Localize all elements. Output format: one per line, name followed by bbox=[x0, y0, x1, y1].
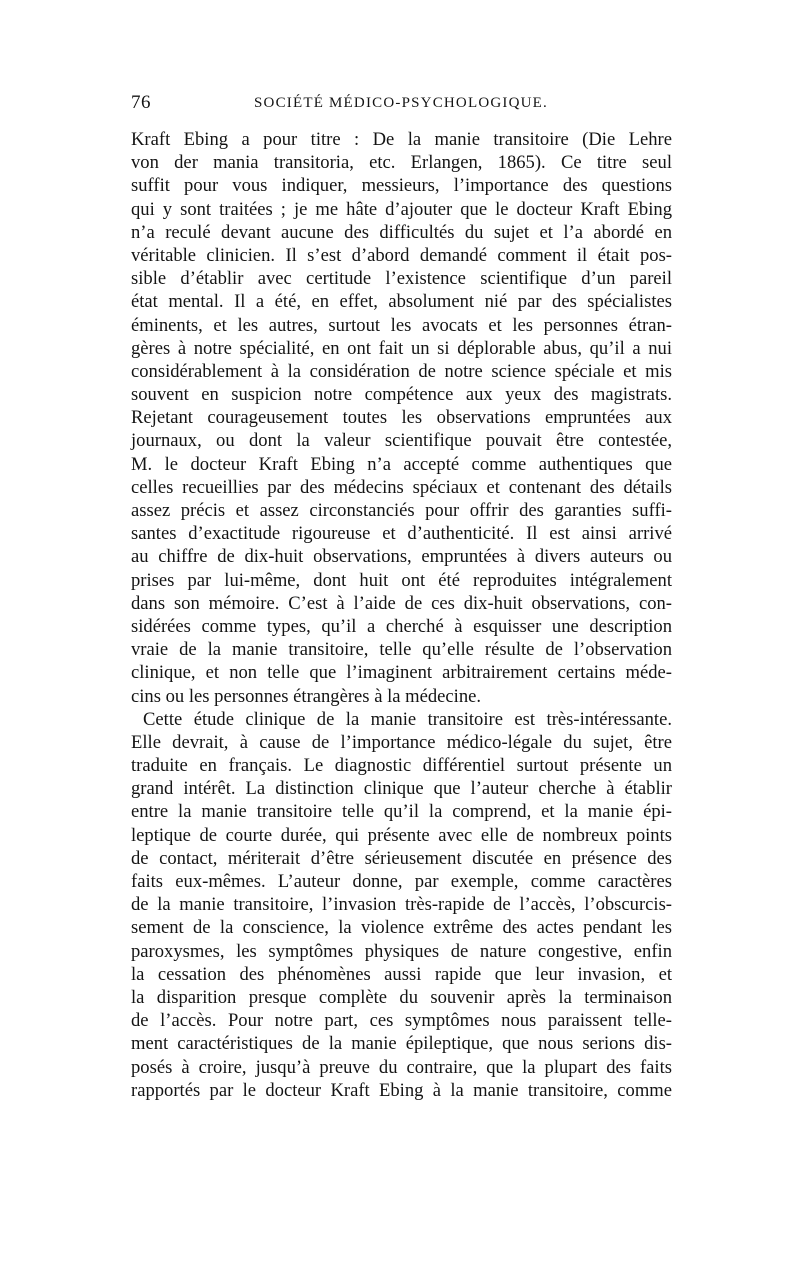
page-number: 76 bbox=[131, 92, 151, 113]
text-line: journaux, ou dont la valeur scientifique pouvait être contestée, bbox=[131, 430, 672, 452]
text-line: qui y sont traitées ; je me hâte d’ajouter que le docteur Kraft Ebing bbox=[131, 198, 672, 220]
text-line: von der mania transitoria, etc. Erlangen, 1865). Ce titre seul bbox=[131, 152, 672, 174]
text-line: véritable clinicien. Il s’est d’abord demandé comment il était pos- bbox=[131, 244, 672, 266]
text-line: clinique, et non telle que l’imaginent arbitrairement certains méde- bbox=[131, 662, 672, 684]
text-line: la disparition presque complète du souvenir après la terminaison bbox=[131, 986, 672, 1008]
text-line: état mental. Il a été, en effet, absolument nié par des spécialistes bbox=[131, 291, 672, 313]
text-line: rapportés par le docteur Kraft Ebing à la manie transitoire, comme bbox=[131, 1079, 672, 1101]
text-line: souvent en suspicion notre compétence aux yeux des magistrats. bbox=[131, 384, 672, 406]
text-line: sible d’établir avec certitude l’existence scientifique d’un pareil bbox=[131, 268, 672, 290]
text-line: de contact, mériterait d’être sérieusement discutée en présence des bbox=[131, 847, 672, 869]
text-line: de l’accès. Pour notre part, ces symptômes nous paraissent telle- bbox=[131, 1010, 672, 1032]
text-line: celles recueillies par des médecins spéciaux et contenant des détails bbox=[131, 476, 672, 498]
paragraph-1 bbox=[131, 128, 672, 708]
text-line: entre la manie transitoire telle qu’il la comprend, et la manie épi- bbox=[131, 801, 672, 823]
running-head: SOCIÉTÉ MÉDICO-PSYCHOLOGIQUE. bbox=[254, 95, 548, 111]
text-line: Cette étude clinique de la manie transitoire est très-intéressante. bbox=[143, 708, 672, 730]
text-line: M. le docteur Kraft Ebing n’a accepté comme authentiques que bbox=[131, 453, 672, 475]
page-header bbox=[131, 92, 672, 122]
text-line: n’a reculé devant aucune des difficultés du sujet et l’a abordé en bbox=[131, 221, 672, 243]
text-line: grand intérêt. La distinction clinique que l’auteur cherche à établir bbox=[131, 778, 672, 800]
text-line: considérablement à la considération de notre science spéciale et mis bbox=[131, 360, 672, 382]
text-line: paroxysmes, les symptômes physiques de nature congestive, enfin bbox=[131, 940, 672, 962]
text-line: Rejetant courageusement toutes les observations empruntées aux bbox=[131, 407, 672, 429]
text-line: ment caractéristiques de la manie épileptique, que nous serions dis- bbox=[131, 1033, 672, 1055]
paragraph-2 bbox=[131, 708, 672, 1102]
text-line: au chiffre de dix-huit observations, empruntées à divers auteurs ou bbox=[131, 546, 672, 568]
text-line: suffit pour vous indiquer, messieurs, l’importance des questions bbox=[131, 175, 672, 197]
text-line: la cessation des phénomènes aussi rapide que leur invasion, et bbox=[131, 963, 672, 985]
text-line: santes d’exactitude rigoureuse et d’authenticité. Il est ainsi arrivé bbox=[131, 523, 672, 545]
text-line: Kraft Ebing a pour titre : De la manie transitoire (Die Lehre bbox=[131, 129, 672, 150]
text-line: assez précis et assez circonstanciés pour offrir des garanties suffi- bbox=[131, 500, 672, 521]
text-line: sidérées comme types, qu’il a cherché à esquisser une description bbox=[131, 615, 672, 637]
text-line: faits eux-mêmes. L’auteur donne, par exemple, comme caractères bbox=[131, 871, 672, 892]
text-line: prises par lui-même, dont huit ont été reproduites intégralement bbox=[131, 569, 672, 591]
text-line: vraie de la manie transitoire, telle qu’elle résulte de l’observation bbox=[131, 639, 672, 661]
body-text bbox=[131, 128, 672, 1102]
text-line: leptique de courte durée, qui présente avec elle de nombreux points bbox=[131, 824, 672, 846]
text-line: posés à croire, jusqu’à preuve du contraire, que la plupart des faits bbox=[131, 1056, 672, 1078]
text-line: cins ou les personnes étrangères à la médecine. bbox=[131, 685, 482, 707]
text-line: de la manie transitoire, l’invasion très-rapide de l’accès, l’obscurcis- bbox=[131, 894, 672, 916]
text-line: dans son mémoire. C’est à l’aide de ces dix-huit observations, con- bbox=[131, 592, 672, 614]
text-line: sement de la conscience, la violence extrême des actes pendant les bbox=[131, 917, 672, 939]
text-line: traduite en français. Le diagnostic différentiel surtout présente un bbox=[131, 755, 672, 777]
text-line: éminents, et les autres, surtout les avocats et les personnes étran- bbox=[131, 314, 672, 336]
text-line: Elle devrait, à cause de l’importance médico-légale du sujet, être bbox=[131, 731, 672, 753]
text-line: gères à notre spécialité, en ont fait un si déplorable abus, qu’il a nui bbox=[131, 337, 672, 359]
